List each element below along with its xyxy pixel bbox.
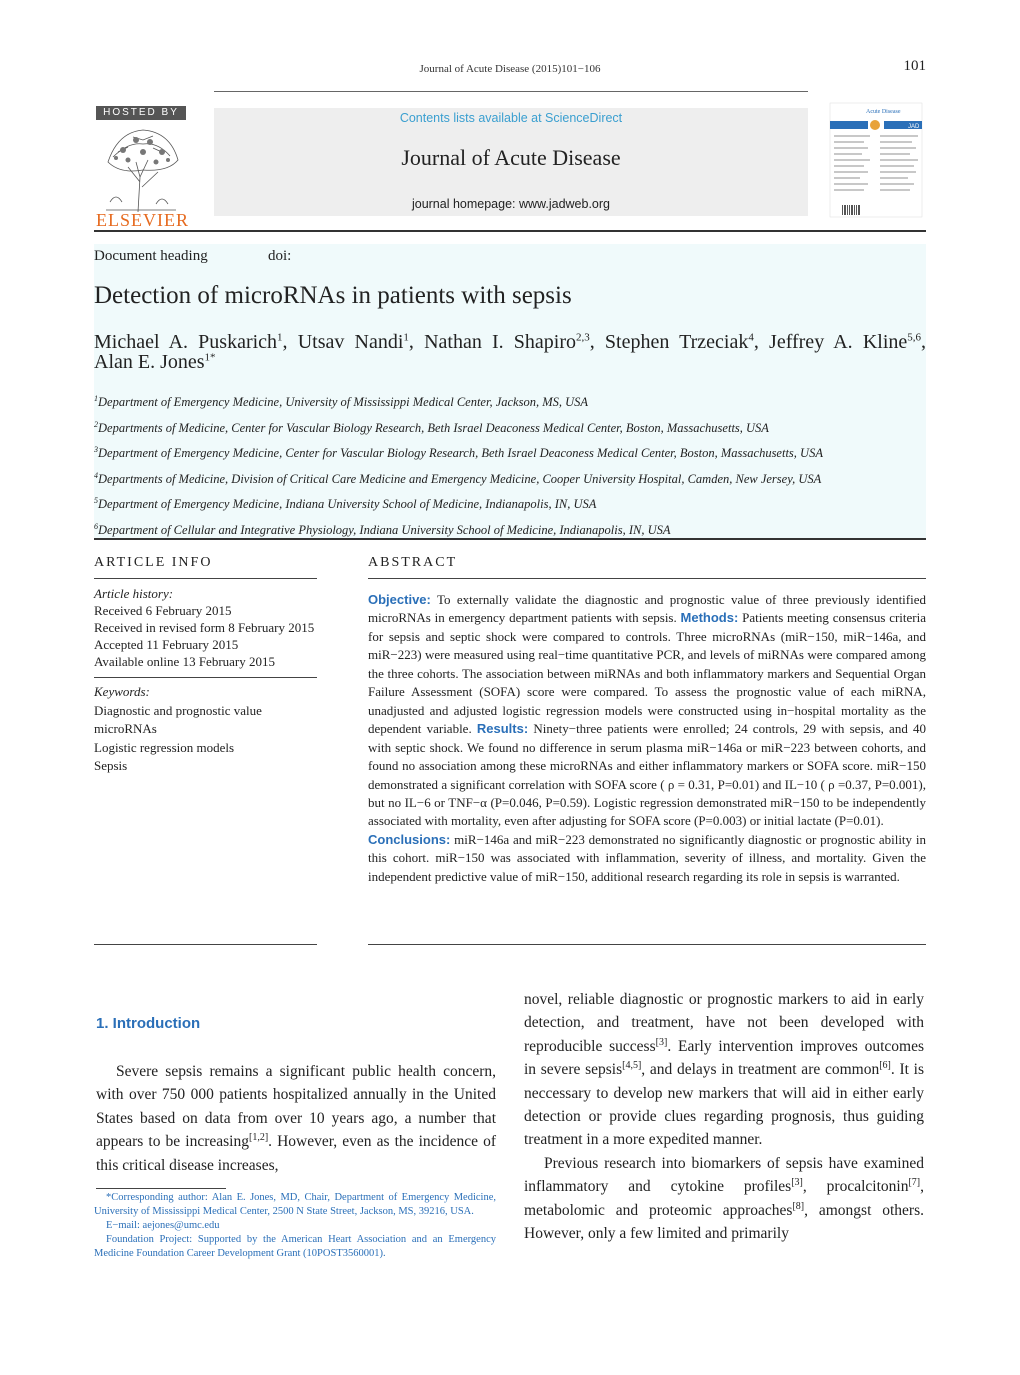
elsevier-logo[interactable] [96, 106, 189, 230]
results-text: Ninety−three patients were enrolled; 24 controls, 29 with sepsis, and 40 with septic shock. We found no difference in serum plasma miR−146a or miR−223 between cohorts, and found no association among these microRNAs and either inflammatory markers or SOFA score. miR−150 demonstrated a significant correlation with SOFA score ( ρ = 0.31, P=0.01) and IL−10 ( ρ =0.37, P=0.001), but no IL−6 or TNF−α (P=0.046, P=0.59). Logistic regression demonstrated miR−150 to be independently associated with mortality, even after adjusting for SOFA score (P=0.003) or initial lactate (P=0.01). [368, 721, 926, 829]
foundation-note: Foundation Project: Supported by the American Heart Association and an Emergency Medicine Foundation Career Development Grant (10POST3560001). [94, 1234, 496, 1259]
affiliation: $^1$Department of Emergency Medicine, University of Mississippi Medical Center, Jackson, MS, USA [94, 394, 589, 410]
corresponding-author-note: *Corresponding author: Alan E. Jones, MD, Chair, Department of Emergency Medicine, University of Mississippi Medical Center, 2500 N State Street, Jackson, MS, 39216, USA. [94, 1192, 496, 1217]
keywords [94, 683, 317, 776]
history-item: Received 6 February 2015 [94, 603, 232, 618]
citation-link[interactable]: [3] [791, 1177, 803, 1189]
history-item: Received in revised form 8 February 2015 [94, 620, 315, 635]
footnotes [94, 1191, 496, 1261]
citation-link[interactable]: [8] [792, 1200, 805, 1212]
article-history-label: Article history: [94, 586, 174, 601]
results-label: Results: [476, 721, 529, 737]
document-heading: Document heading [94, 248, 208, 264]
citation-link[interactable]: [4,5] [622, 1060, 642, 1072]
conclusions-text: miR−146a and miR−223 demonstrated no significantly diagnostic or prognostic ability in this cohort. miR−150 was associated with inflammation, severity of illness, and mortality. Given the independent predictive value of miR−150, additional research regarding its role in sepsis is warranted. [368, 831, 926, 884]
history-item: Accepted 11 February 2015 [94, 637, 239, 652]
article-history [94, 585, 317, 670]
author-corresponding[interactable]: Alan E. Jones$^{1*}$ [94, 351, 216, 373]
keyword[interactable]: Logistic regression models [94, 739, 235, 755]
affiliation-list [94, 390, 926, 543]
page-number: 101 [903, 58, 926, 74]
journal-homepage-link[interactable]: journal homepage: www.jadweb.org [411, 197, 611, 211]
affiliation: $^4$Departments of Medicine, Division of Critical Care Medicine and Emergency Medicine, Cooper University Hospital, Camden, New Jersey, USA [94, 470, 822, 486]
footnote-rule [96, 1188, 226, 1189]
author[interactable]: Michael A. Puskarich$^1$ [94, 330, 283, 353]
author[interactable]: Utsav Nandi$^1$ [297, 330, 409, 353]
affiliation: $^6$Department of Cellular and Integrative Physiology, Indiana University School of Medicine, Indianapolis, IN, USA [94, 521, 671, 537]
cover-image-icon [828, 101, 924, 219]
section-heading: 1. Introduction [96, 1015, 201, 1032]
cover-tag-text: JAD [908, 124, 920, 130]
hosted-by-label: HOSTED BY [96, 106, 186, 120]
author[interactable]: Stephen Trzeciak$^4$ [604, 330, 754, 353]
elsevier-tree-icon [98, 122, 184, 214]
article-info-rule [94, 578, 317, 579]
body-column-left [96, 1060, 496, 1177]
author-list: Michael A. Puskarich$^1$, Utsav Nandi$^1$, Nathan I. Shapiro$^{2,3}$, Stephen Trzeciak$^4$, Jeffrey A. Kline$^{5,6}$, [94, 330, 927, 353]
objective-text: To externally validate the diagnostic and prognostic value of three previously identified microRNAs in emergency department patients with sepsis. [368, 592, 926, 626]
cover-title-text: Acute Disease [866, 109, 901, 115]
citation-link[interactable]: [6] [879, 1060, 891, 1072]
methods-text: Patients meeting consensus criteria for sepsis and septic shock were compared to controls. Three microRNAs (miR−150, miR−146a, and miR−223) were measured using real−time quantitative PCR, and levels of miRNAs were compared among the three cohorts. The association between miRNAs and both inflammatory markers and Sequential Organ Failure Assessment (SOFA) score were compared. To assess the prognostic value of each miRNA, unadjusted and adjusted logistic regression models were constructed using in−hospital mortality as the dependent variable. [368, 610, 926, 737]
article-info-heading: ARTICLE INFO [94, 555, 213, 570]
affiliation: $^2$Departments of Medicine, Center for Vascular Biology Research, Beth Israel Deaconess Medical Center, Boston, Massachusetts, USA [94, 419, 769, 435]
doi-label: doi: [268, 248, 292, 264]
conclusions-label: Conclusions: [368, 831, 451, 847]
keyword[interactable]: microRNAs [94, 721, 157, 736]
body-column-right [524, 988, 924, 1245]
email-link[interactable]: E−mail: aejones@umc.edu [106, 1220, 220, 1231]
paragraph: Previous research into biomarkers of sepsis have examined inflammatory and cytokine profiles[3], procalcitonin[7], metabolomic and proteomic approaches[8], amongst others. However, only a few limited and primarily [524, 1154, 925, 1243]
keyword[interactable]: Diagnostic and prognostic value [94, 702, 262, 718]
citation-link[interactable]: [7] [908, 1177, 921, 1189]
author[interactable]: Nathan I. Shapiro$^{2,3}$ [424, 330, 590, 353]
abstract-rule [368, 578, 926, 579]
article-info-rule [94, 677, 317, 678]
running-head: Journal of Acute Disease (2015)101−106 [419, 63, 601, 75]
abstract-rule [368, 944, 926, 945]
contents-link[interactable]: Contents lists available at ScienceDirect [399, 111, 623, 125]
journal-cover-thumbnail[interactable] [828, 101, 924, 219]
journal-title: Journal of Acute Disease [401, 145, 621, 170]
history-item: Available online 13 February 2015 [94, 654, 275, 669]
keyword[interactable]: Sepsis [94, 758, 128, 773]
paragraph: Severe sepsis remains a significant public health concern, with over 750 000 patients hospitalized annually in the United States based on data from over 10 years ago, a number that appears to be increasing[1,2]. However, even as the incidence of this critical disease increases, [96, 1063, 497, 1174]
paragraph: novel, reliable diagnostic or prognostic markers to aid in early detection, and treatment, have not been developed with reproducible success[3]. Early intervention improves outcomes in severe sepsis[4,5], and delays in treatment are common[6]. It is neccessary to develop new markers that will aid in either early detection or provide clues regarding prognosis, thus guiding treatment in a more expedited manner. [524, 991, 925, 1149]
affiliation: $^5$Department of Emergency Medicine, Indiana University School of Medicine, Indianapolis, IN, USA [94, 496, 597, 512]
author[interactable]: Jeffrey A. Kline$^{5,6}$ [769, 330, 922, 353]
article-title: Detection of microRNAs in patients with sepsis [94, 282, 572, 309]
affiliation: $^3$Department of Emergency Medicine, Center for Vascular Biology Research, Beth Israel Deaconess Medical Center, Boston, Massachusetts, USA [94, 445, 823, 461]
article-info-rule [94, 944, 317, 945]
citation-link[interactable]: [3] [655, 1036, 668, 1048]
elsevier-wordmark: ELSEVIER [96, 210, 189, 230]
header-rule [214, 91, 808, 92]
masthead-rule [94, 230, 926, 232]
citation-link[interactable]: [1,2] [248, 1132, 269, 1144]
abstract-heading: ABSTRACT [368, 555, 458, 570]
keywords-label: Keywords: [94, 684, 150, 699]
abstract-body [368, 591, 926, 886]
methods-label: Methods: [680, 610, 739, 626]
objective-label: Objective: [368, 592, 431, 607]
title-block-rule [94, 538, 926, 540]
